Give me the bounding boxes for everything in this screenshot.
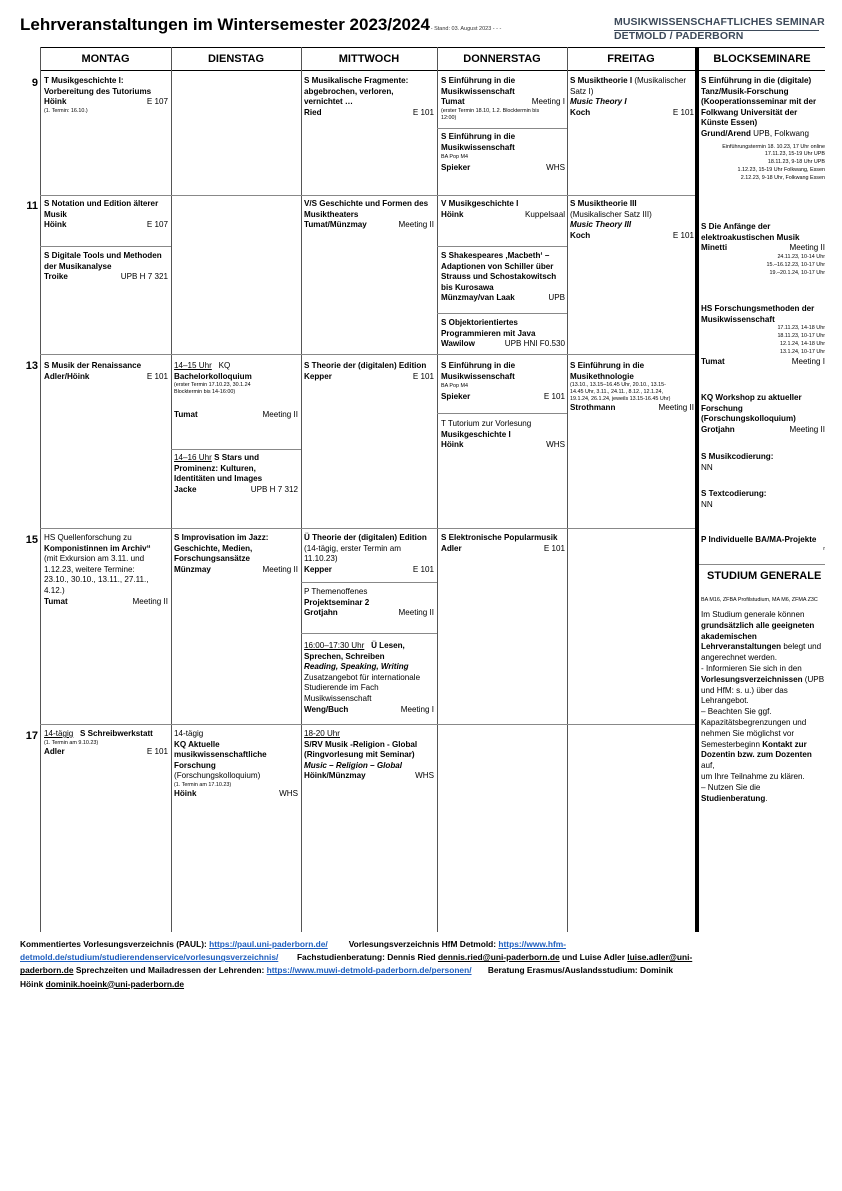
course-note: (13.10., 13.15–16.45 Uhr, 20.10., 13.15- [570, 382, 666, 389]
sub-line [437, 246, 567, 247]
course-note: (1. Termin am 17.10.23) [174, 781, 232, 788]
room: Kuppelsaal [524, 209, 565, 219]
course-di15 [174, 533, 298, 575]
room: E 101 [412, 107, 434, 117]
course-title: Musikwissenschaft [441, 86, 515, 96]
course-title: Prominenz: Kulturen, [174, 463, 256, 473]
course-note: BA Pop M4 [441, 383, 468, 390]
course-title: S Shakespeares ‚Macbeth‘ – [441, 251, 550, 260]
course-title: Forschung [701, 403, 743, 413]
course-title: T Musikgeschichte I: [44, 76, 124, 85]
stand-date: - - - Stand: 03. August 2023 - - - [424, 26, 502, 32]
lecturer: NN [701, 462, 713, 472]
course-title-en: Reading, Speaking, Writing [304, 662, 409, 672]
course-note: (1. Termin: 16.10.) [44, 107, 88, 114]
lecturer: Münzmay/van Laak [441, 293, 515, 303]
course-note: (erster Termin 17.10.23, 30.1.24 [174, 382, 251, 389]
lecturer: NN [701, 499, 713, 509]
sub-line [437, 413, 567, 414]
course-fr9: S Musiktheorie I (Musikalischer Satz I) Music Theory I Koch E 101 [570, 76, 694, 117]
block-seminar-6 [701, 489, 825, 510]
course-title: S Musik der Renaissance [44, 361, 142, 370]
day-header-friday: FREITAG [607, 53, 655, 65]
room: Meeting II [789, 243, 825, 253]
course-title: Musikwissenschaft [441, 142, 515, 152]
course-title: KQ Workshop zu aktueller [701, 393, 802, 402]
lecturer: Minetti [701, 243, 728, 253]
course-title: S Musiktheorie I [570, 76, 633, 85]
lecturer: Tumat [44, 596, 68, 606]
room: E 107 [146, 220, 168, 230]
col-line-2 [301, 47, 302, 932]
room: E 101 [412, 371, 434, 381]
sub-line [437, 313, 567, 314]
hfm-link[interactable]: https://www.hfm- [498, 939, 567, 949]
room: E 107 [146, 97, 168, 107]
course-title: P Themenoffenes [304, 587, 368, 596]
course-note: 19.1.24, 26.1.24, jeweils 13.15-16.45 Uhr) [570, 396, 671, 403]
course-mo13 [44, 361, 168, 382]
lecturer: Jacke [174, 484, 197, 494]
course-title: S/RV Musik -Religion - Global [304, 739, 418, 749]
course-title: Musikgeschichte I [441, 429, 511, 439]
course-title: Musiktheaters [304, 209, 359, 219]
course-time: 18-20 Uhr [304, 729, 340, 738]
course-mo11a [44, 199, 168, 231]
lecturer: Wawilow [441, 339, 475, 349]
course-title: S Elektronische Popularmusik [441, 533, 558, 542]
course-mi15c: 16:00–17:30 Uhr Ü Lesen, Sprechen, Schreiben Reading, Speaking, Writing Zusatzangebot für internationale Studierende im Fach Musikwissenschaft Weng/Buch Meeting I [304, 641, 434, 714]
col-line-3 [437, 47, 438, 932]
course-mo17 [44, 729, 168, 757]
course-title: S Textcodierung: [701, 489, 767, 498]
course-title: S Musikcodierung: [701, 452, 774, 461]
course-title: Bachelorkolloquium [174, 371, 252, 381]
block-seminar-4 [701, 393, 825, 435]
row-line-17 [40, 724, 695, 725]
course-do11a [441, 199, 565, 220]
lecturer: Strothmann [570, 403, 616, 413]
course-title: S Objektorientiertes [441, 318, 518, 327]
course-title: Forschungsansätze [174, 554, 251, 564]
course-title: Strauss und Schostakowitsch [441, 272, 557, 282]
hour-label-15: 15 [25, 534, 38, 546]
adler-mail-link-cont[interactable]: paderborn.de [20, 965, 74, 976]
course-note: BA Pop M4 [441, 154, 468, 161]
course-do13b [441, 419, 565, 451]
lecturer: Tumat [174, 410, 198, 420]
course-title: HS Forschungsmethoden der [701, 304, 815, 313]
course-title: Komponistinnen im Archiv“ [44, 543, 151, 553]
hour-label-13: 13 [25, 360, 38, 372]
studium-generale-title: STUDIUM GENERALE [707, 570, 822, 582]
lecturer: Adler [441, 543, 462, 553]
course-title: Geschichte, Medien, [174, 543, 253, 553]
course-title: bis Kurosawa [441, 282, 494, 292]
room: E 101 [672, 107, 694, 117]
course-di17: 14-tägig KQ Aktuelle musikwissenschaftliche Forschung (Forschungskolloquium) (1. Termin am 17.10.23) Höink WHS [174, 729, 298, 798]
hour-label-17: 17 [25, 730, 38, 742]
hoeink-mail-link[interactable]: dominik.hoeink@uni-paderborn.de [45, 978, 185, 989]
course-title: (Forschungskolloquium) [701, 414, 796, 424]
header-line-top [40, 47, 825, 48]
course-title: S Einführung in die [441, 361, 516, 370]
course-mo9 [44, 76, 168, 115]
col-line-0 [40, 47, 41, 932]
course-title-en: Music Theory III [570, 220, 632, 230]
lecturer: Höink [174, 788, 197, 798]
course-title: V Musikgeschichte I [441, 199, 519, 208]
room: Meeting I [400, 704, 434, 714]
col-line-1 [171, 47, 172, 932]
course-note: (erster Termin 18.10, 1.2. Blocktermin bis [441, 107, 540, 114]
lecturer: Koch [570, 107, 591, 117]
lecturer: Grund/Arend [701, 128, 751, 138]
hour-label-11: 11 [26, 200, 38, 212]
room: E 101 [672, 230, 694, 240]
lecturer: Troike [44, 272, 68, 282]
day-header-thursday: DONNERSTAG [463, 53, 541, 65]
row-line-15 [40, 528, 695, 529]
course-note: 12:00) [441, 114, 457, 121]
course-title: S Die Anfänge der [701, 222, 771, 231]
block-header: BLOCKSEMINARE [713, 53, 811, 65]
personen-link[interactable]: https://www.muwi-detmold-paderborn.de/personen/ [266, 965, 472, 976]
lecturer: Ried [304, 107, 322, 117]
room: Meeting I [791, 356, 825, 366]
course-fr11 [570, 199, 694, 241]
course-title: S Schreibwerkstatt [80, 729, 153, 738]
course-subtitle: Satz I) [570, 86, 594, 96]
course-title: S Improvisation im Jazz: [174, 533, 269, 542]
course-do13a [441, 361, 565, 403]
sub-line [301, 582, 437, 583]
room: E 101 [146, 371, 168, 381]
lecturer: Tumat/Münzmay [304, 220, 367, 230]
lecturer: Koch [570, 230, 591, 240]
course-title: Tanz/Musik-Forschung [701, 86, 789, 96]
course-do9b [441, 132, 565, 174]
course-do11b [441, 251, 565, 304]
course-do15 [441, 533, 565, 554]
course-time: 14–15 Uhr [174, 361, 212, 370]
course-title: vernichtet … [304, 97, 354, 107]
course-time: 14-tägig [44, 729, 74, 738]
room: E 101 [543, 543, 565, 553]
sub-line [437, 128, 567, 129]
course-title: S Theorie der (digitalen) Edition [304, 361, 427, 370]
paul-link[interactable]: https://paul.uni-paderborn.de/ [209, 939, 328, 949]
course-note: 14.45 Uhr, 3.11., 24.11., 8.12., 12.1.24, [570, 389, 664, 396]
course-title: S Einführung in die [570, 361, 645, 370]
course-do11c [441, 318, 565, 350]
course-di13a: 14–15 Uhr KQ Bachelorkolloquium (erster Termin 17.10.23, 30.1.24 Blocktermin bis 14-16:00) Tumat Meeting II [174, 361, 298, 420]
ried-mail-link[interactable]: dennis.ried@uni-paderborn.de [437, 952, 560, 963]
hour-label-9: 9 [31, 77, 38, 89]
logo-line-2: DETMOLD / PADERBORN [614, 30, 744, 42]
room: WHS [279, 788, 298, 798]
course-mi17 [304, 729, 434, 782]
room: E 101 [543, 392, 565, 402]
course-title: HS Quellenforschung zu [44, 533, 132, 542]
lecturer: Tumat [701, 356, 725, 366]
course-do9a [441, 76, 565, 122]
course-title: S Notation und Edition älterer [44, 199, 159, 208]
lecturer: Höink [44, 220, 67, 230]
room: UPB [548, 293, 565, 303]
adler-mail-link[interactable]: luise.adler@uni- [627, 952, 693, 963]
room: WHS [546, 163, 565, 173]
day-header-monday: MONTAG [81, 53, 130, 65]
course-title: Folkwang Universität der [701, 107, 798, 117]
course-title: Ü Lesen, [371, 641, 405, 650]
lecturer: Spieker [441, 163, 471, 173]
course-title: abgebrochen, verloren, [304, 86, 394, 96]
course-title: S Stars und [214, 453, 260, 462]
block-seminar-5 [701, 452, 825, 473]
block-seminar-1: S Einführung in die (digitale) Tanz/Musik-Forschung (Kooperationsseminar mit der Folkwang Universität der Künste Essen) Grund/Arend UPB, Folkwang Einführungstermin 18. 10.23, 17 Uhr online 17.11.23, 15-19 Uhr UPB 18.11.23, 9-18 Uhr UPB 1.12.23, 15-19 Uhr Folkwang, Essen 2.12.23, 9-18 Uhr, Folkwang Essen [701, 76, 825, 182]
page-title: Lehrveranstaltungen im Wintersemester 2023/2024 [20, 15, 430, 34]
sg-modules: BA M16, ZFBA Profilstudium, MA M6, ZFMA Z3C [701, 597, 818, 603]
course-subtitle: (Musikalischer Satz III) [570, 209, 652, 219]
course-title: Projektseminar 2 [304, 597, 370, 607]
course-title: Musikwissenschaft [701, 314, 775, 324]
course-note: (1. Termin am 9.10.23) [44, 739, 99, 746]
course-title: der Musikanalyse [44, 261, 112, 271]
col-line-4 [567, 47, 568, 932]
course-title: T Tutorium zur Vorlesung [441, 419, 532, 428]
lecturer: Münzmay [174, 564, 211, 574]
sub-line [301, 633, 437, 634]
block-seminar-2: S Die Anfänge der elektroakustischen Musik Minetti Meeting II 24.11.23, 10-14 Uhr 15.–16.12.23, 10-17 Uhr 19.–20.1.24, 10-17 Uhr [701, 222, 825, 276]
lecturer: Grotjahn [304, 608, 338, 618]
seminar-logo [614, 17, 825, 42]
course-mo11b [44, 251, 168, 283]
footer: Kommentiertes Vorlesungsverzeichnis (PAUL): https://paul.uni-paderborn.de/ Vorlesungsverzeichnis HfM Detmold: https://www.hfm- detmold.de/studium/studierendenservice/vorlesungsverzeichnis/ Fachstudienberatung: Dennis Ried dennis.ried@uni-paderborn.de und Luise Adler luise.adler@uni- paderborn.de Sprechzeiten und Mailadressen der Lehrenden: https://www.muwi-detmold-paderborn.de/personen/ Beratung Erasmus/Auslandsstudium: Dominik Höink dominik.hoeink@uni-paderborn.de [20, 939, 693, 989]
room: WHS [415, 771, 434, 781]
sub-line [171, 449, 301, 450]
lecturer: Höink/Münzmay [304, 771, 366, 781]
course-di13b [174, 453, 298, 495]
course-time: 16:00–17:30 Uhr [304, 641, 365, 650]
course-mi13 [304, 361, 434, 382]
room: Meeting II [132, 596, 168, 606]
course-title: Musikwissenschaft [441, 371, 515, 381]
course-title: S Musiktheorie III [570, 199, 637, 208]
course-title: Adaptionen von Schiller über [441, 261, 554, 271]
room: UPB H 7 321 [120, 272, 168, 282]
course-time: 14–16 Uhr [174, 453, 212, 462]
block-seminar-7: P Individuelle BA/MA-Projekte r [701, 535, 825, 552]
room: Meeting II [262, 564, 298, 574]
course-title: (Ringvorlesung mit Seminar) [304, 750, 415, 760]
lecturer: Adler [44, 746, 65, 756]
course-mi15a: Ü Theorie der (digitalen) Edition (14-tägig, erster Termin am 11.10.23) Kepper E 101 [304, 533, 434, 574]
lecturer: Weng/Buch [304, 704, 349, 714]
room: UPB H 7 312 [250, 484, 298, 494]
block-separator [695, 47, 699, 932]
row-line-13 [40, 354, 695, 355]
course-title: Musikethnologie [570, 371, 634, 381]
studium-generale-text: BA M16, ZFBA Profilstudium, MA M6, ZFMA Z3C Im Studium generale können grundsätzlich alle geeigneten akademischen Lehrveranstaltungen belegt und angerechnet werden. - Informieren Sie sich in den Vorlesungsverzeichnissen (UPB und HfM: s. u.) über das Lehrangebot. – Beachten Sie ggf. Kapazitätsbegrenzungen und nehmen Sie möglichst vor Semesterbeginn Kontakt zur Dozentin bzw. zum Dozenten auf, um Ihre Teilnahme zu klären. – Nutzen Sie die Studienberatung. [701, 597, 825, 803]
hfm-link-cont[interactable]: detmold.de/studium/studierendenservice/vorlesungsverzeichnis/ [20, 952, 279, 963]
lecturer: Höink [441, 209, 464, 219]
room: UPB HNI F0.530 [504, 339, 565, 349]
course-mo15: HS Quellenforschung zu Komponistinnen im Archiv“ (mit Exkursion am 3.11. und 1.12.23, weitere Termine: 23.10., 30.10., 13.11., 27.11., 4.12.) Tumat Meeting II [44, 533, 168, 606]
room: WHS [546, 440, 565, 450]
course-fr13 [570, 361, 694, 414]
lecturer: Tumat [441, 97, 465, 107]
logo-line-1: MUSIKWISSENSCHAFTLICHES SEMINAR [614, 16, 825, 28]
course-title: Vorbereitung des Tutoriums [44, 86, 152, 96]
course-mi9 [304, 76, 434, 118]
course-title: Künste Essen) [701, 118, 758, 128]
room: E 101 [412, 564, 434, 574]
course-title: S Einführung in die [441, 76, 516, 85]
room: Meeting II [398, 220, 434, 230]
block-seminar-3: HS Forschungsmethoden der Musikwissenschaft 17.11.23, 14-18 Uhr 18.11.23, 10-17 Uhr 12.1.24, 14-18 Uhr 13.1.24, 10-17 Uhr Tumat Meeting I [701, 304, 825, 366]
room: Meeting II [789, 424, 825, 434]
course-title-en: Music Theory I [570, 97, 627, 107]
room: E 101 [146, 746, 168, 756]
course-title: V/S Geschichte und Formen des [304, 199, 429, 208]
block-line-sg [699, 564, 825, 565]
lecturer: Kepper [304, 564, 332, 574]
course-title: Ü Theorie der (digitalen) Edition [304, 533, 427, 542]
course-title: Sprechen, Schreiben [304, 651, 385, 661]
course-title: elektroakustischen Musik [701, 232, 800, 242]
lecturer: Grotjahn [701, 424, 735, 434]
day-header-wednesday: MITTWOCH [338, 53, 400, 65]
lecturer: Höink [44, 97, 67, 107]
course-title: P Individuelle BA/MA-Projekte [701, 535, 817, 544]
sub-line [40, 246, 171, 247]
lecturer: Spieker [441, 392, 471, 402]
room: Meeting II [398, 608, 434, 618]
course-title: KQ Aktuelle [174, 739, 220, 749]
row-line-11 [40, 195, 695, 196]
course-title: Programmieren mit Java [441, 328, 536, 338]
header-line-bottom [40, 70, 825, 71]
lecturer: Adler/Höink [44, 371, 90, 381]
course-title: S Musikalische Fragmente: [304, 76, 409, 85]
lecturer: Höink [441, 440, 464, 450]
course-mi11 [304, 199, 434, 231]
lecturer: Kepper [304, 371, 332, 381]
day-header-tuesday: DIENSTAG [207, 53, 265, 65]
course-mi15b [304, 587, 434, 619]
course-title: S Digitale Tools und Methoden [44, 251, 162, 260]
course-title: Musik [44, 209, 67, 219]
course-title: S Einführung in die [441, 132, 516, 141]
course-title: Forschung [174, 760, 216, 770]
course-title: Identitäten und Images [174, 474, 263, 484]
room: Meeting I [531, 97, 565, 107]
course-title: (Kooperationsseminar mit der [701, 97, 817, 107]
course-note: Blocktermin bis 14-16:00) [174, 389, 236, 396]
course-title: S Einführung in die (digitale) [701, 76, 812, 85]
course-title: musikwissenschaftliche [174, 750, 267, 760]
room: Meeting II [658, 403, 694, 413]
course-title-en: Music – Religion – Global [304, 760, 403, 770]
room: Meeting II [262, 410, 298, 420]
